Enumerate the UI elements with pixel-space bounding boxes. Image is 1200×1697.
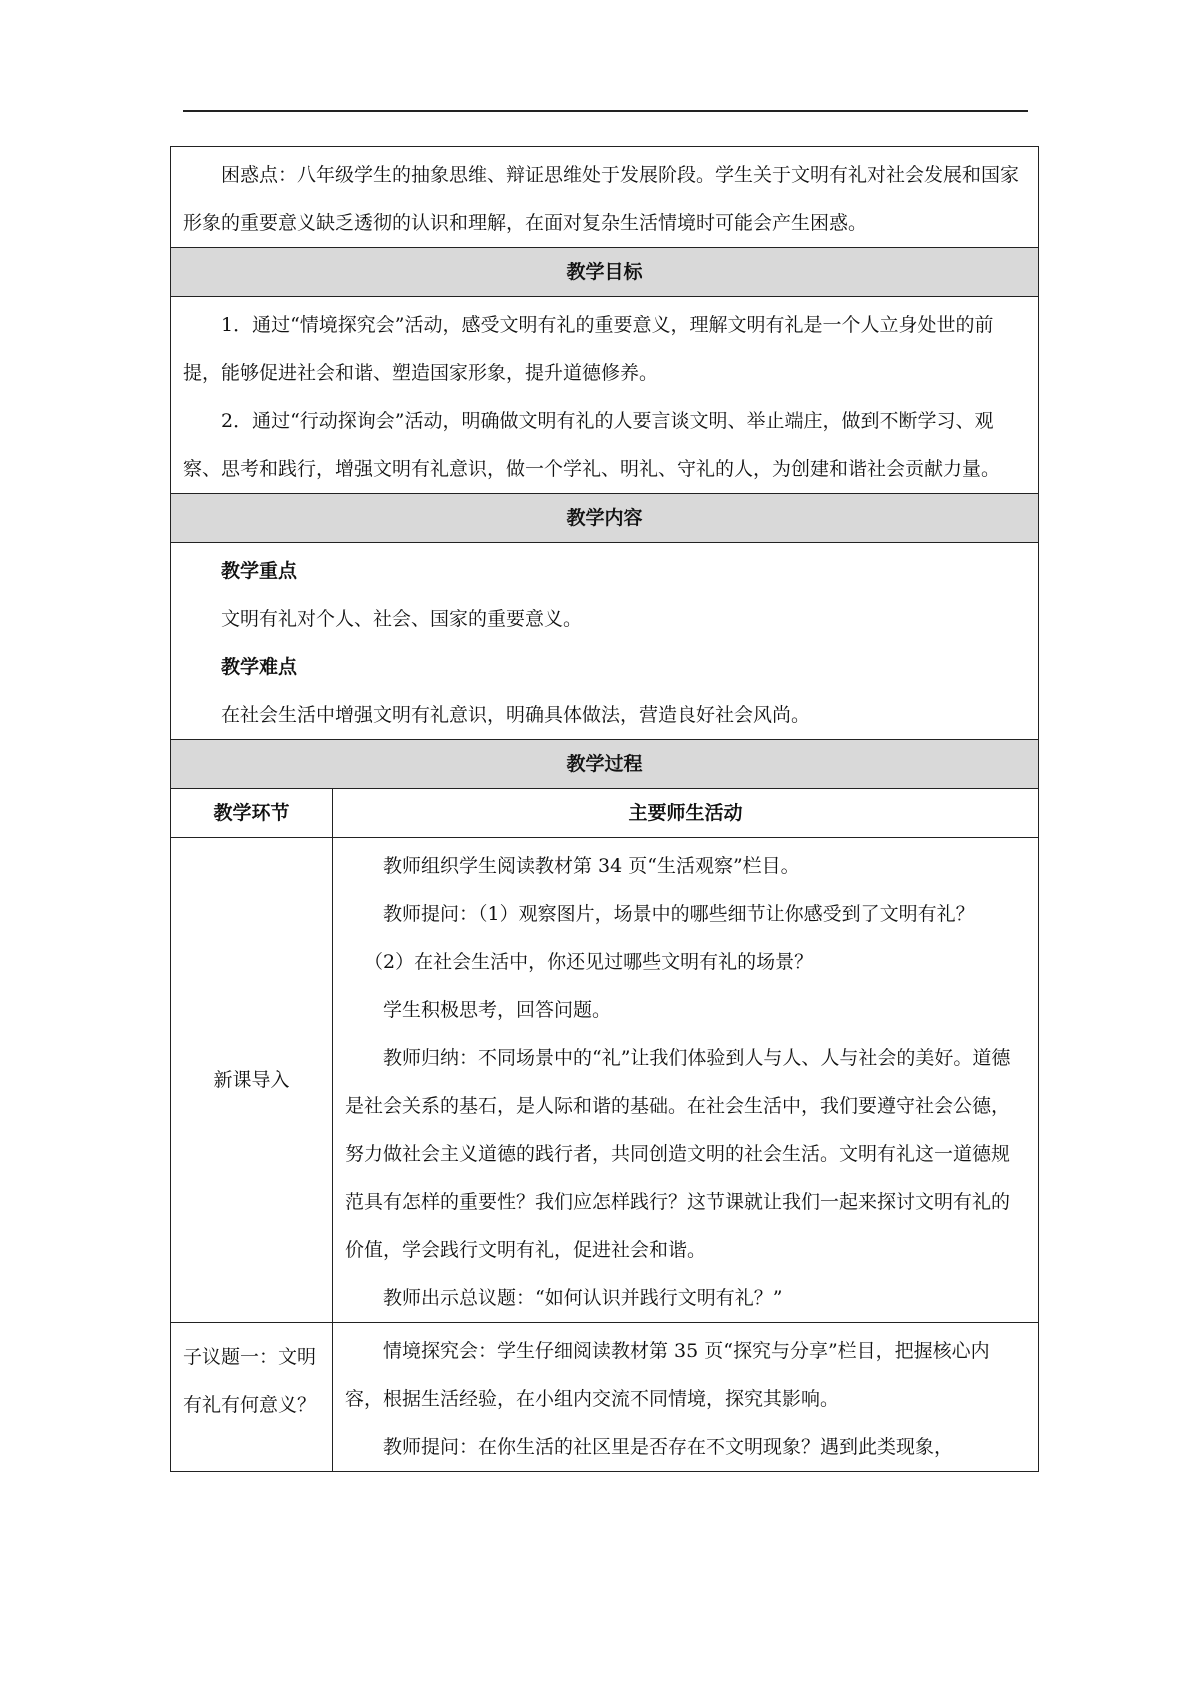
confusion-row [171, 147, 1039, 248]
intro-line: 学生积极思考，回答问题。 [383, 999, 612, 1021]
sub-topic-1-row [171, 1323, 1039, 1472]
goal-1: 1．通过“情境探究会”活动，感受文明有礼的重要意义，理解文明有礼是一个人立身处世的前提，能够促进社会和谐、塑造国家形象，提升道德修养。 [183, 314, 994, 384]
intro-line: 教师提问：（1）观察图片，场景中的哪些细节让你感受到了文明有礼？ [383, 903, 975, 925]
content-row [171, 543, 1039, 740]
goals-title: 教学目标 [171, 248, 1039, 297]
sub-topic-1-line: 情境探究会：学生仔细阅读教材第 35 页“探究与分享”栏目，把握核心内容，根据生活经验，在小组内交流不同情境，探究其影响。 [345, 1340, 990, 1410]
column-activity-header: 主要师生活动 [333, 789, 1039, 838]
intro-line: （2）在社会生活中，你还见过哪些文明有礼的场景？ [364, 951, 814, 973]
content-title: 教学内容 [171, 494, 1039, 543]
column-stage-header: 教学环节 [171, 789, 333, 838]
goals-row [171, 297, 1039, 494]
difficulty-text: 在社会生活中增强文明有礼意识，明确具体做法，营造良好社会风尚。 [221, 704, 811, 726]
content-header-row [171, 494, 1039, 543]
header-rule [183, 110, 1028, 112]
intro-line: 教师归纳：不同场景中的“礼”让我们体验到人与人、人与社会的美好。道德是社会关系的基石，是人际和谐的基础。在社会生活中，我们要遵守社会公德，努力做社会主义道德的践行者，共同创造文明的社会生活。文明有礼这一道德规范具有怎样的重要性？我们应怎样践行？这节课就让我们一起来探讨文明有礼的价值，学会践行文明有礼，促进社会和谐。 [345, 1047, 1011, 1261]
confusion-paragraph: 困惑点：八年级学生的抽象思维、辩证思维处于发展阶段。学生关于文明有礼对社会发展和国家形象的重要意义缺乏透彻的认识和理解，在面对复杂生活情境时可能会产生困惑。 [183, 164, 1020, 234]
key-point-text: 文明有礼对个人、社会、国家的重要意义。 [221, 608, 583, 630]
difficulty-label: 教学难点 [221, 656, 298, 678]
intro-line: 教师组织学生阅读教材第 34 页“生活观察”栏目。 [383, 855, 800, 877]
intro-stage: 新课导入 [171, 838, 333, 1323]
intro-line: 教师出示总议题：“如何认识并践行文明有礼？” [383, 1287, 783, 1309]
intro-row [171, 838, 1039, 1323]
process-title: 教学过程 [171, 740, 1039, 789]
goal-2: 2．通过“行动探询会”活动，明确做文明有礼的人要言谈文明、举止端庄，做到不断学习、观察、思考和践行，增强文明有礼意识，做一个学礼、明礼、守礼的人，为创建和谐社会贡献力量。 [183, 410, 1001, 480]
goals-header-row [171, 248, 1039, 297]
sub-topic-1-stage: 子议题一：文明有礼有何意义？ [171, 1323, 333, 1472]
key-point-label: 教学重点 [221, 560, 298, 582]
lesson-plan-table [170, 146, 1039, 1472]
process-header-row [171, 740, 1039, 789]
process-columns-row [171, 789, 1039, 838]
sub-topic-1-line: 教师提问：在你生活的社区里是否存在不文明现象？遇到此类现象， [383, 1436, 954, 1458]
